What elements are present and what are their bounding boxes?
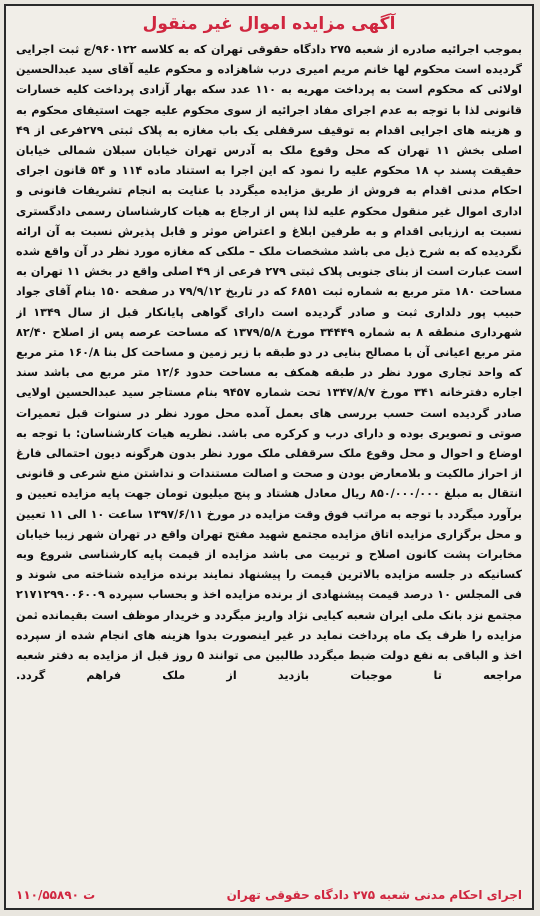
notice-footer (6, 882, 532, 908)
notice-signature: اجرای احکام مدنی شعبه ۲۷۵ دادگاه حقوقی تهران (226, 888, 522, 902)
notice-reference-number: ۱۱۰/۵۵۸۹۰ ت (16, 888, 96, 902)
notice-body: بموجب اجرائیه صادره از شعبه ۲۷۵ دادگاه حقوقی تهران که به کلاسه ۹۶۰۱۲۲/ج ثبت اجرایی گردیده است محکوم لها خانم مریم امیری درب شاهزاده و محکوم علیه آقای سید عبدالحسین اولائی که محکوم است به پرداخت مهریه به ۱۱۰ عدد سکه بهار آزادی پرداخت کلیه خسارات قانونی لذا با توجه به عدم اجرای مفاد اجرائیه از سوی محکوم علیه جهت استیفای محکوم به و هزینه های اجرایی اقدام به توقیف سرقفلی یک باب مغازه به پلاک ثبتی ۲۷۹فرعی از ۴۹ اصلی بخش ۱۱ تهران که محل وقوع ملک به آدرس تهران خیابان سبلان شمالی خیابان حقیقت پسند پ ۱۸ محکوم علیه را نمود که این اجرا به استناد ماده ۱۱۴ و ۵۴ قانون اجرای احکام مدنی اقدام به فروش از طریق مزایده میگردد با عنایت به انجام تشریفات قانونی و اداری اموال غیر منقول محکوم علیه لذا پس از ارجاع به هیات کارشناسان رسمی دادگستری نسبت به ارزیابی اقدام و به طرفین ابلاغ و اعتراض موثر و قابل پذیرش نسبت به آن ارائه نگردیده که به شرح ذیل می باشد مشخصات ملک – ملکی که مغازه مورد نظر در آن واقع شده است عبارت است از بنای جنوبی پلاک ثبتی ۲۷۹ فرعی از ۴۹ اصلی واقع در بخش ۱۱ تهران به مساحت ۱۸۰ متر مربع به شماره ثبت ۶۸۵۱ که در تاریخ ۷۹/۹/۱۲ در صفحه ۱۵۰ بنام آقای جواد حبیب پور دلداری ثبت و صادر گردیده است دارای گواهی پایانکار قبل از سال ۱۳۴۹ از شهرداری منطقه ۸ به شماره ۳۴۴۴۹ مورخ ۱۳۷۹/۵/۸ که مساحت عرصه پس از اصلاح ۸۲/۴۰ متر مربع اعیانی آن با مصالح بنایی در دو طبقه با زیر زمین و مساحت کل بنا ۱۶۰/۸ متر مربع که واحد تجاری مورد نظر در طبقه همکف به مساحت حدود ۱۲/۶ متر مربع می باشد سند اجاره دفترخانه ۳۴۱ مورخ ۱۳۴۷/۸/۷ تحت شماره ۹۴۵۷ بنام مستاجر سید عبدالحسین اولایی صادر گردیده است حسب بررسی های بعمل آمده محل مورد نظر در سنوات قبل تعمیرات صوتی و تصویری بوده و دارای درب و کرکره می باشد. نظریه هیات کارشناسان: با توجه به اوضاع و احوال و محل وقوع ملک سرقفلی ملک مورد نظر بدون هرگونه دیون احتمالی فارغ از احراز مالکیت و بلامعارض بودن و صحت و اصالت مستندات و نداشتن منع شرعی و قانونی انتقال به مبلغ ۸۵۰/۰۰۰/۰۰۰ ریال معادل هشتاد و پنج میلیون تومان جهت پایه مزایده تعیین و برآورد میگردد با توجه به مراتب فوق وقت مزایده در مورخ ۱۳۹۷/۶/۱۱ ساعت ۱۰ الی ۱۱ تعیین و محل برگزاری مزایده اتاق مزایده مجتمع شهید مفتح تهران واقع در تهران شهر زیبا خیابان مخابرات پشت کانون اصلاح و تربیت می باشد مزایده از قیمت پایه کارشناسی شروع وبه کسانیکه در جلسه مزایده بالاترین قیمت را پیشنهاد نمایند برنده مزایده شناخته می شوند و فی المجلس ۱۰ درصد قیمت پیشنهادی از برنده مزایده اخذ و بحساب سپرده ۲۱۷۱۲۹۹۰۰۶۰۰۹ مجتمع نزد بانک ملی ایران شعبه کیایی نژاد واریز میگردد و خریدار موظف است بقیمانده ثمن مزایده را ظرف یک ماه پرداخت نماید در غیر اینصورت بدوا هزینه های انجام شده از سپرده اخذ و الباقی به نفع دولت ضبط میگردد طالبین می توانند ۵ روز قبل از مزایده به دفتر شعبه مراجعه تا موجبات بازدید از ملک فراهم گردد. (16, 43, 522, 683)
notice-title: آگهی مزایده اموال غیر منقول (142, 14, 396, 34)
auction-notice (4, 4, 534, 910)
